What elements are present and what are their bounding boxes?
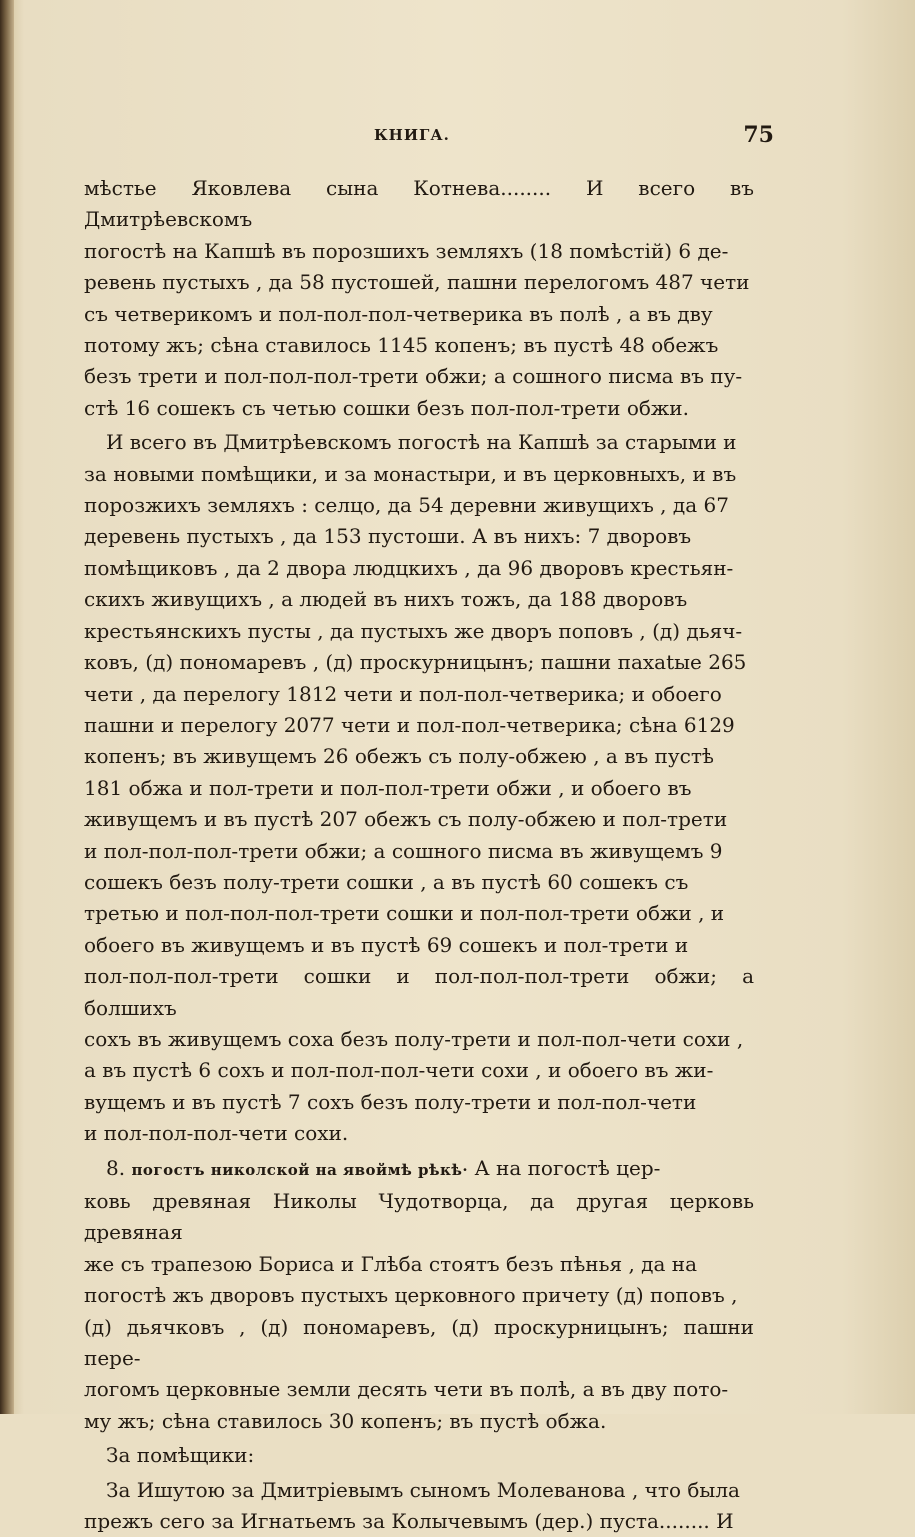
- text-line: крестьянскихъ пусты , да пустыхъ же дворъ поповъ , (д) дьяч-: [84, 618, 743, 643]
- text-line: (д) дьячковъ , (д) пономаревъ, (д) проскурницынъ; пашни пере-: [84, 1314, 754, 1371]
- text-line: копенъ; въ живущемъ 26 обежъ съ полу-обжею , а въ пустѣ: [84, 744, 714, 769]
- text-line: сошекъ безъ полу-трети сошки , а въ пустѣ 60 сошекъ съ: [84, 869, 689, 894]
- text-line: потому жъ; сѣна ставилось 1145 копенъ; въ пустѣ 48 обежъ: [84, 333, 719, 358]
- text-line: пол-пол-пол-трети сошки и пол-пол-пол-трети обжи; а болшихъ: [84, 964, 754, 1020]
- text-line: помѣщиковъ , да 2 двора людцкихъ , да 96 дворовъ крестьян-: [84, 555, 734, 580]
- text-line: пашни и перелогу 2077 чети и пол-пол-четверика; сѣна 6129: [84, 712, 735, 737]
- text-line: и пол-пол-пол-трети обжи; а сошного писма въ живущемъ 9: [84, 838, 723, 863]
- text-line: сохъ въ живущемъ соха безъ полу-трети и пол-пол-чети сохи ,: [84, 1026, 744, 1051]
- text-line: мѣстье Яковлева сына Котнева........ И всего въ Дмитрѣевскомъ: [84, 176, 754, 232]
- text-line: логомъ церковные земли десять чети въ полѣ, а въ дву пото-: [84, 1377, 729, 1402]
- text-line: скихъ живущихъ , а людей въ нихъ тожъ, да 188 дворовъ: [84, 587, 688, 612]
- text-line: му жъ; сѣна ставилось 30 копенъ; въ пустѣ обжа.: [84, 1408, 607, 1433]
- text-line: 181 обжа и пол-трети и пол-пол-трети обжи , и обоего въ: [84, 775, 692, 800]
- text-line: съ четверикомъ и пол-пол-пол-четверика въ полѣ , а въ дву: [84, 301, 713, 326]
- text-line: стѣ 16 сошекъ съ четью сошки безъ пол-пол-трети обжи.: [84, 395, 689, 420]
- text-line: погостѣ жъ дворовъ пустыхъ церковного причету (д) поповъ ,: [84, 1283, 738, 1308]
- text-line: третью и пол-пол-пол-трети сошки и пол-пол-трети обжи , и: [84, 901, 725, 926]
- header-title: КНИГА.: [374, 126, 450, 144]
- text-line: а въ пустѣ 6 сохъ и пол-пол-пол-чети сохи , и обоего въ жи-: [84, 1058, 714, 1083]
- paragraph-2: [84, 427, 754, 1149]
- text-line: ревень пустыхъ , да 58 пустошей, пашни перелогомъ 487 чети: [84, 270, 750, 295]
- text-line: же съ трапезою Бориса и Глѣба стоятъ безъ пѣнья , да на: [84, 1251, 698, 1276]
- text-line: За Ишутою за Дмитрiевымъ сыномъ Молеванова , что была: [106, 1477, 740, 1502]
- text-line: вущемъ и въ пустѣ 7 сохъ безъ полу-трети и пол-пол-чети: [84, 1089, 697, 1114]
- section-number: 8.: [106, 1155, 126, 1180]
- body-text: [84, 173, 754, 1537]
- text-line: ковь древяная Николы Чудотворца, да другая церковь древяная: [84, 1189, 754, 1245]
- section-8-first-line: [84, 1153, 754, 1186]
- text-line: И всего въ Дмитрѣевскомъ погостѣ на Капшѣ за старыми и: [106, 430, 737, 455]
- page-number: 75: [743, 122, 774, 148]
- text-line: за новыми помѣщики, и за монастыри, и въ церковныхъ, и въ: [84, 461, 737, 486]
- text-line: ковъ, (д) пономаревъ , (д) проскурницынъ; пашни пахаtые 265: [84, 650, 747, 675]
- text-line: обоего въ живущемъ и въ пустѣ 69 сошекъ и пол-трети и: [84, 932, 689, 957]
- text-line: порозжихъ земляхъ : селцо, да 54 деревни живущихъ , да 67: [84, 493, 729, 518]
- running-head: [84, 122, 774, 152]
- paragraph-1: [84, 173, 754, 424]
- pomeshchiki-label: За помѣщики:: [106, 1443, 255, 1468]
- text-line: погостѣ на Капшѣ въ порозшихъ земляхъ (18 помѣстій) 6 де-: [84, 238, 729, 263]
- page-spine-shadow: [0, 0, 14, 1414]
- text-line: живущемъ и въ пустѣ 207 обежъ съ полу-обжею и пол-трети: [84, 807, 728, 832]
- text-line: безъ трети и пол-пол-пол-трети обжи; а сошного писма въ пу-: [84, 364, 743, 389]
- text-line: деревень пустыхъ , да 153 пустоши. А въ нихъ: 7 дворовъ: [84, 524, 692, 549]
- text-line: и пол-пол-пол-чети сохи.: [84, 1121, 349, 1146]
- text-line: прежъ сего за Игнатьемъ за Колычевымъ (дер.) пуста........ И: [84, 1509, 734, 1534]
- text-line: чети , да перелогу 1812 чети и пол-пол-четверика; и обоего: [84, 681, 722, 706]
- section-8: [84, 1153, 754, 1438]
- section-first-line-text: А на погостѣ цер-: [474, 1155, 661, 1180]
- section-heading: погостъ николской на явоймѣ рѣкѣ·: [131, 1160, 469, 1179]
- final-paragraph: [84, 1475, 754, 1537]
